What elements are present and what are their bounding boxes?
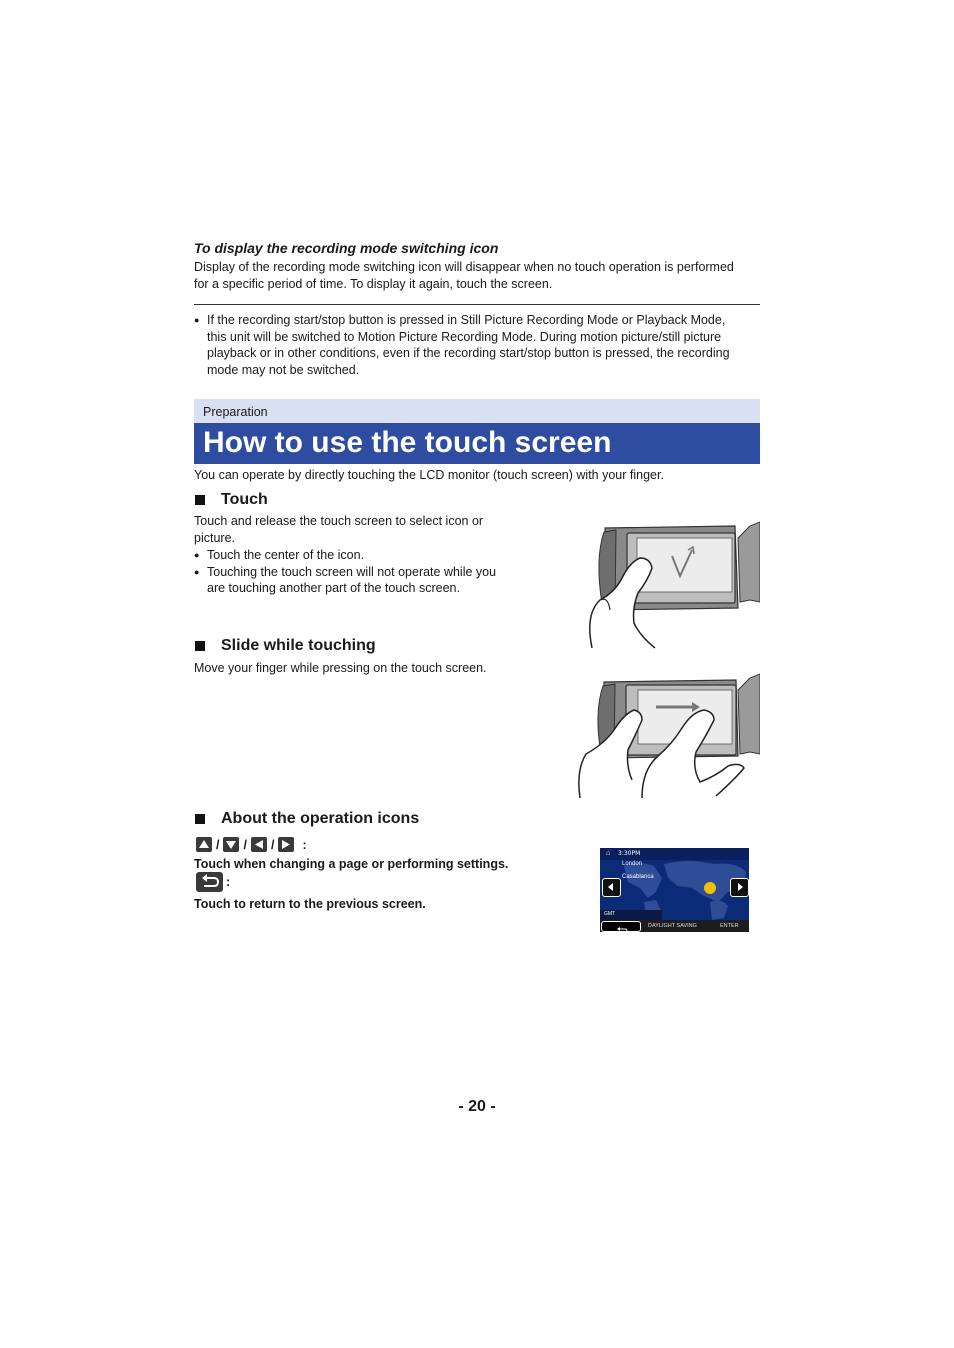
recording-icon-heading: To display the recording mode switching icon: [194, 240, 499, 256]
operation-icons-heading-text: About the operation icons: [221, 810, 420, 827]
touch-bullet-1: Touch the center of the icon.: [207, 548, 365, 562]
right-arrow-icon: [278, 837, 294, 852]
note-line-2: this unit will be switched to Motion Picture Recording Mode. During motion picture/still picture: [207, 329, 722, 344]
city-casablanca: Casablanca: [622, 874, 654, 880]
note-line-3: playback or in other conditions, even if the recording start/stop button is pressed, the recording: [207, 346, 730, 361]
gmt-bar: [600, 910, 662, 920]
square-bullet-icon: [195, 641, 205, 651]
return-icon-row: [196, 872, 230, 892]
arrow-icons-row: [196, 837, 307, 852]
title-band: [194, 423, 760, 464]
square-bullet-icon: [195, 814, 205, 824]
page-number: - 20 -: [458, 1098, 496, 1115]
page-title: How to use the touch screen: [203, 426, 612, 459]
section-band: [194, 399, 760, 423]
colon: :: [226, 875, 231, 889]
bullet-dot: ●: [194, 566, 200, 577]
colon: :: [302, 837, 307, 852]
left-page-button[interactable]: [602, 878, 621, 897]
intro-text: You can operate by directly touching the LCD monitor (touch screen) with your finger.: [194, 468, 664, 482]
enter-button[interactable]: ENTER: [720, 923, 739, 929]
slide-heading: [194, 637, 376, 655]
bullet-dot: ●: [194, 315, 200, 325]
slide-heading-text: Slide while touching: [221, 637, 376, 654]
note-line-1: If the recording start/stop button is pressed in Still Picture Recording Mode or Playback Mode,: [207, 313, 726, 327]
left-arrow-icon: [251, 837, 267, 852]
touch-bullets: [194, 547, 524, 597]
touch-heading-text: Touch: [221, 491, 268, 508]
slide-desc: Move your finger while pressing on the touch screen.: [194, 661, 487, 675]
note-line-4: mode may not be switched.: [207, 362, 360, 377]
bullet-dot: ●: [194, 550, 200, 560]
right-page-button[interactable]: [730, 878, 749, 897]
touch-desc-2: picture.: [194, 531, 235, 545]
separator: /: [216, 837, 220, 852]
down-arrow-icon: [223, 837, 239, 852]
screen-bottombar: [600, 920, 749, 932]
note-block: [194, 312, 760, 378]
return-desc: Touch to return to the previous screen.: [194, 897, 426, 911]
touch-bullet-2-line-2: are touching another part of the touch screen.: [207, 581, 460, 596]
arrows-desc: Touch when changing a page or performing settings.: [194, 857, 509, 871]
recording-icon-line-1: Display of the recording mode switching icon will disappear when no touch operation is performed: [194, 260, 734, 274]
section-band-label: Preparation: [203, 405, 268, 419]
touch-desc-1: Touch and release the touch screen to select icon or: [194, 514, 484, 528]
daylight-saving-button[interactable]: DAYLIGHT SAVING: [648, 923, 697, 929]
world-time-screen: [600, 848, 749, 932]
square-bullet-icon: [195, 495, 205, 505]
screen-time: 3:30PM: [618, 850, 641, 857]
gmt-label: GMT: [604, 911, 616, 917]
separator: /: [243, 837, 247, 852]
touch-heading: [194, 491, 268, 509]
recording-icon-line-2: for a specific period of time. To display it again, touch the screen.: [194, 277, 553, 291]
slide-illustration: [576, 670, 760, 800]
home-icon: ⌂: [606, 850, 611, 857]
return-icon: [196, 872, 223, 892]
return-button[interactable]: [601, 921, 641, 932]
divider: [194, 304, 760, 305]
separator: /: [270, 837, 275, 852]
touch-illustration: [580, 518, 760, 650]
up-arrow-icon: [196, 837, 212, 852]
city-london: London: [622, 861, 643, 867]
touch-bullet-2-line-1: Touching the touch screen will not operate while you: [207, 564, 497, 579]
operation-icons-heading: [194, 810, 419, 828]
